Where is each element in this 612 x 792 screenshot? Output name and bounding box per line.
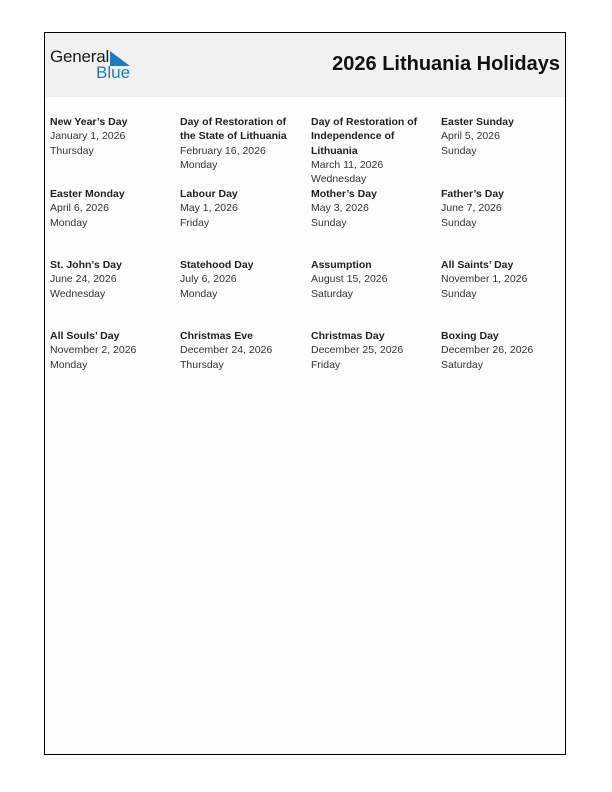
holiday-weekday: Monday	[50, 216, 88, 229]
holiday-date: December 24, 2026	[180, 344, 273, 357]
holiday-item	[180, 115, 302, 172]
holiday-item	[311, 187, 433, 230]
holiday-date: November 2, 2026	[50, 344, 137, 357]
holiday-weekday: Sunday	[441, 216, 477, 229]
holiday-weekday: Thursday	[50, 144, 94, 157]
holiday-item	[441, 258, 563, 301]
holiday-date: April 5, 2026	[441, 130, 500, 143]
holiday-date: December 25, 2026	[311, 344, 404, 357]
logo-general-text: General	[50, 47, 110, 66]
holiday-weekday: Wednesday	[311, 173, 367, 186]
holiday-item	[50, 329, 172, 372]
holiday-name: Mother’s Day	[311, 188, 377, 200]
holiday-name: Assumption	[311, 259, 372, 271]
holiday-name: All Souls’ Day	[50, 330, 120, 342]
page-header	[45, 33, 565, 97]
holiday-item	[311, 329, 433, 372]
holiday-item	[180, 329, 302, 372]
holiday-item	[311, 258, 433, 301]
holiday-date: May 1, 2026	[180, 202, 238, 215]
holiday-date: February 16, 2026	[180, 144, 266, 157]
holiday-name: Christmas Day	[311, 330, 385, 342]
holiday-name: Day of Restoration of the State of Lithuania	[180, 116, 287, 143]
holiday-date: March 11, 2026	[311, 158, 384, 171]
holiday-name: Christmas Eve	[180, 330, 253, 342]
holiday-item	[441, 115, 563, 158]
holiday-weekday: Thursday	[180, 358, 224, 371]
holiday-date: June 24, 2026	[50, 273, 117, 286]
holiday-item	[50, 187, 172, 230]
holiday-weekday: Friday	[311, 358, 341, 371]
holiday-name: Statehood Day	[180, 259, 254, 271]
holiday-weekday: Monday	[180, 287, 218, 300]
holiday-name: Boxing Day	[441, 330, 499, 342]
holiday-item	[441, 187, 563, 230]
holiday-weekday: Friday	[180, 216, 210, 229]
holiday-name: All Saints’ Day	[441, 259, 514, 271]
holiday-item	[50, 258, 172, 301]
generalblue-logo	[50, 47, 140, 87]
holiday-item	[50, 115, 172, 158]
holiday-weekday: Monday	[180, 158, 218, 171]
holiday-date: April 6, 2026	[50, 202, 109, 215]
holiday-name: Easter Sunday	[441, 116, 514, 128]
holiday-name: Easter Monday	[50, 188, 125, 200]
holiday-name: Day of Restoration of Independence of Lithuania	[311, 116, 418, 157]
holiday-date: December 26, 2026	[441, 344, 534, 357]
logo-blue-text: Blue	[96, 63, 131, 82]
holiday-weekday: Saturday	[441, 358, 484, 371]
holiday-weekday: Sunday	[311, 216, 347, 229]
holiday-item	[311, 115, 419, 186]
holiday-weekday: Monday	[50, 358, 88, 371]
holiday-date: May 3, 2026	[311, 202, 369, 215]
holiday-name: Labour Day	[180, 188, 238, 200]
holiday-date: January 1, 2026	[50, 130, 126, 143]
holiday-name: St. John’s Day	[50, 259, 122, 271]
holiday-item	[180, 187, 302, 230]
holiday-weekday: Sunday	[441, 144, 477, 157]
page-title: 2026 Lithuania Holidays	[332, 53, 560, 75]
holiday-date: August 15, 2026	[311, 273, 388, 286]
holiday-date: July 6, 2026	[180, 273, 237, 286]
holiday-weekday: Sunday	[441, 287, 477, 300]
calendar-page	[44, 32, 566, 755]
holiday-name: New Year’s Day	[50, 116, 128, 128]
holiday-weekday: Wednesday	[50, 287, 106, 300]
holiday-date: November 1, 2026	[441, 273, 528, 286]
holiday-item	[180, 258, 302, 301]
holiday-date: June 7, 2026	[441, 202, 502, 215]
holiday-weekday: Saturday	[311, 287, 354, 300]
holiday-item	[441, 329, 563, 372]
holiday-name: Father’s Day	[441, 188, 505, 200]
